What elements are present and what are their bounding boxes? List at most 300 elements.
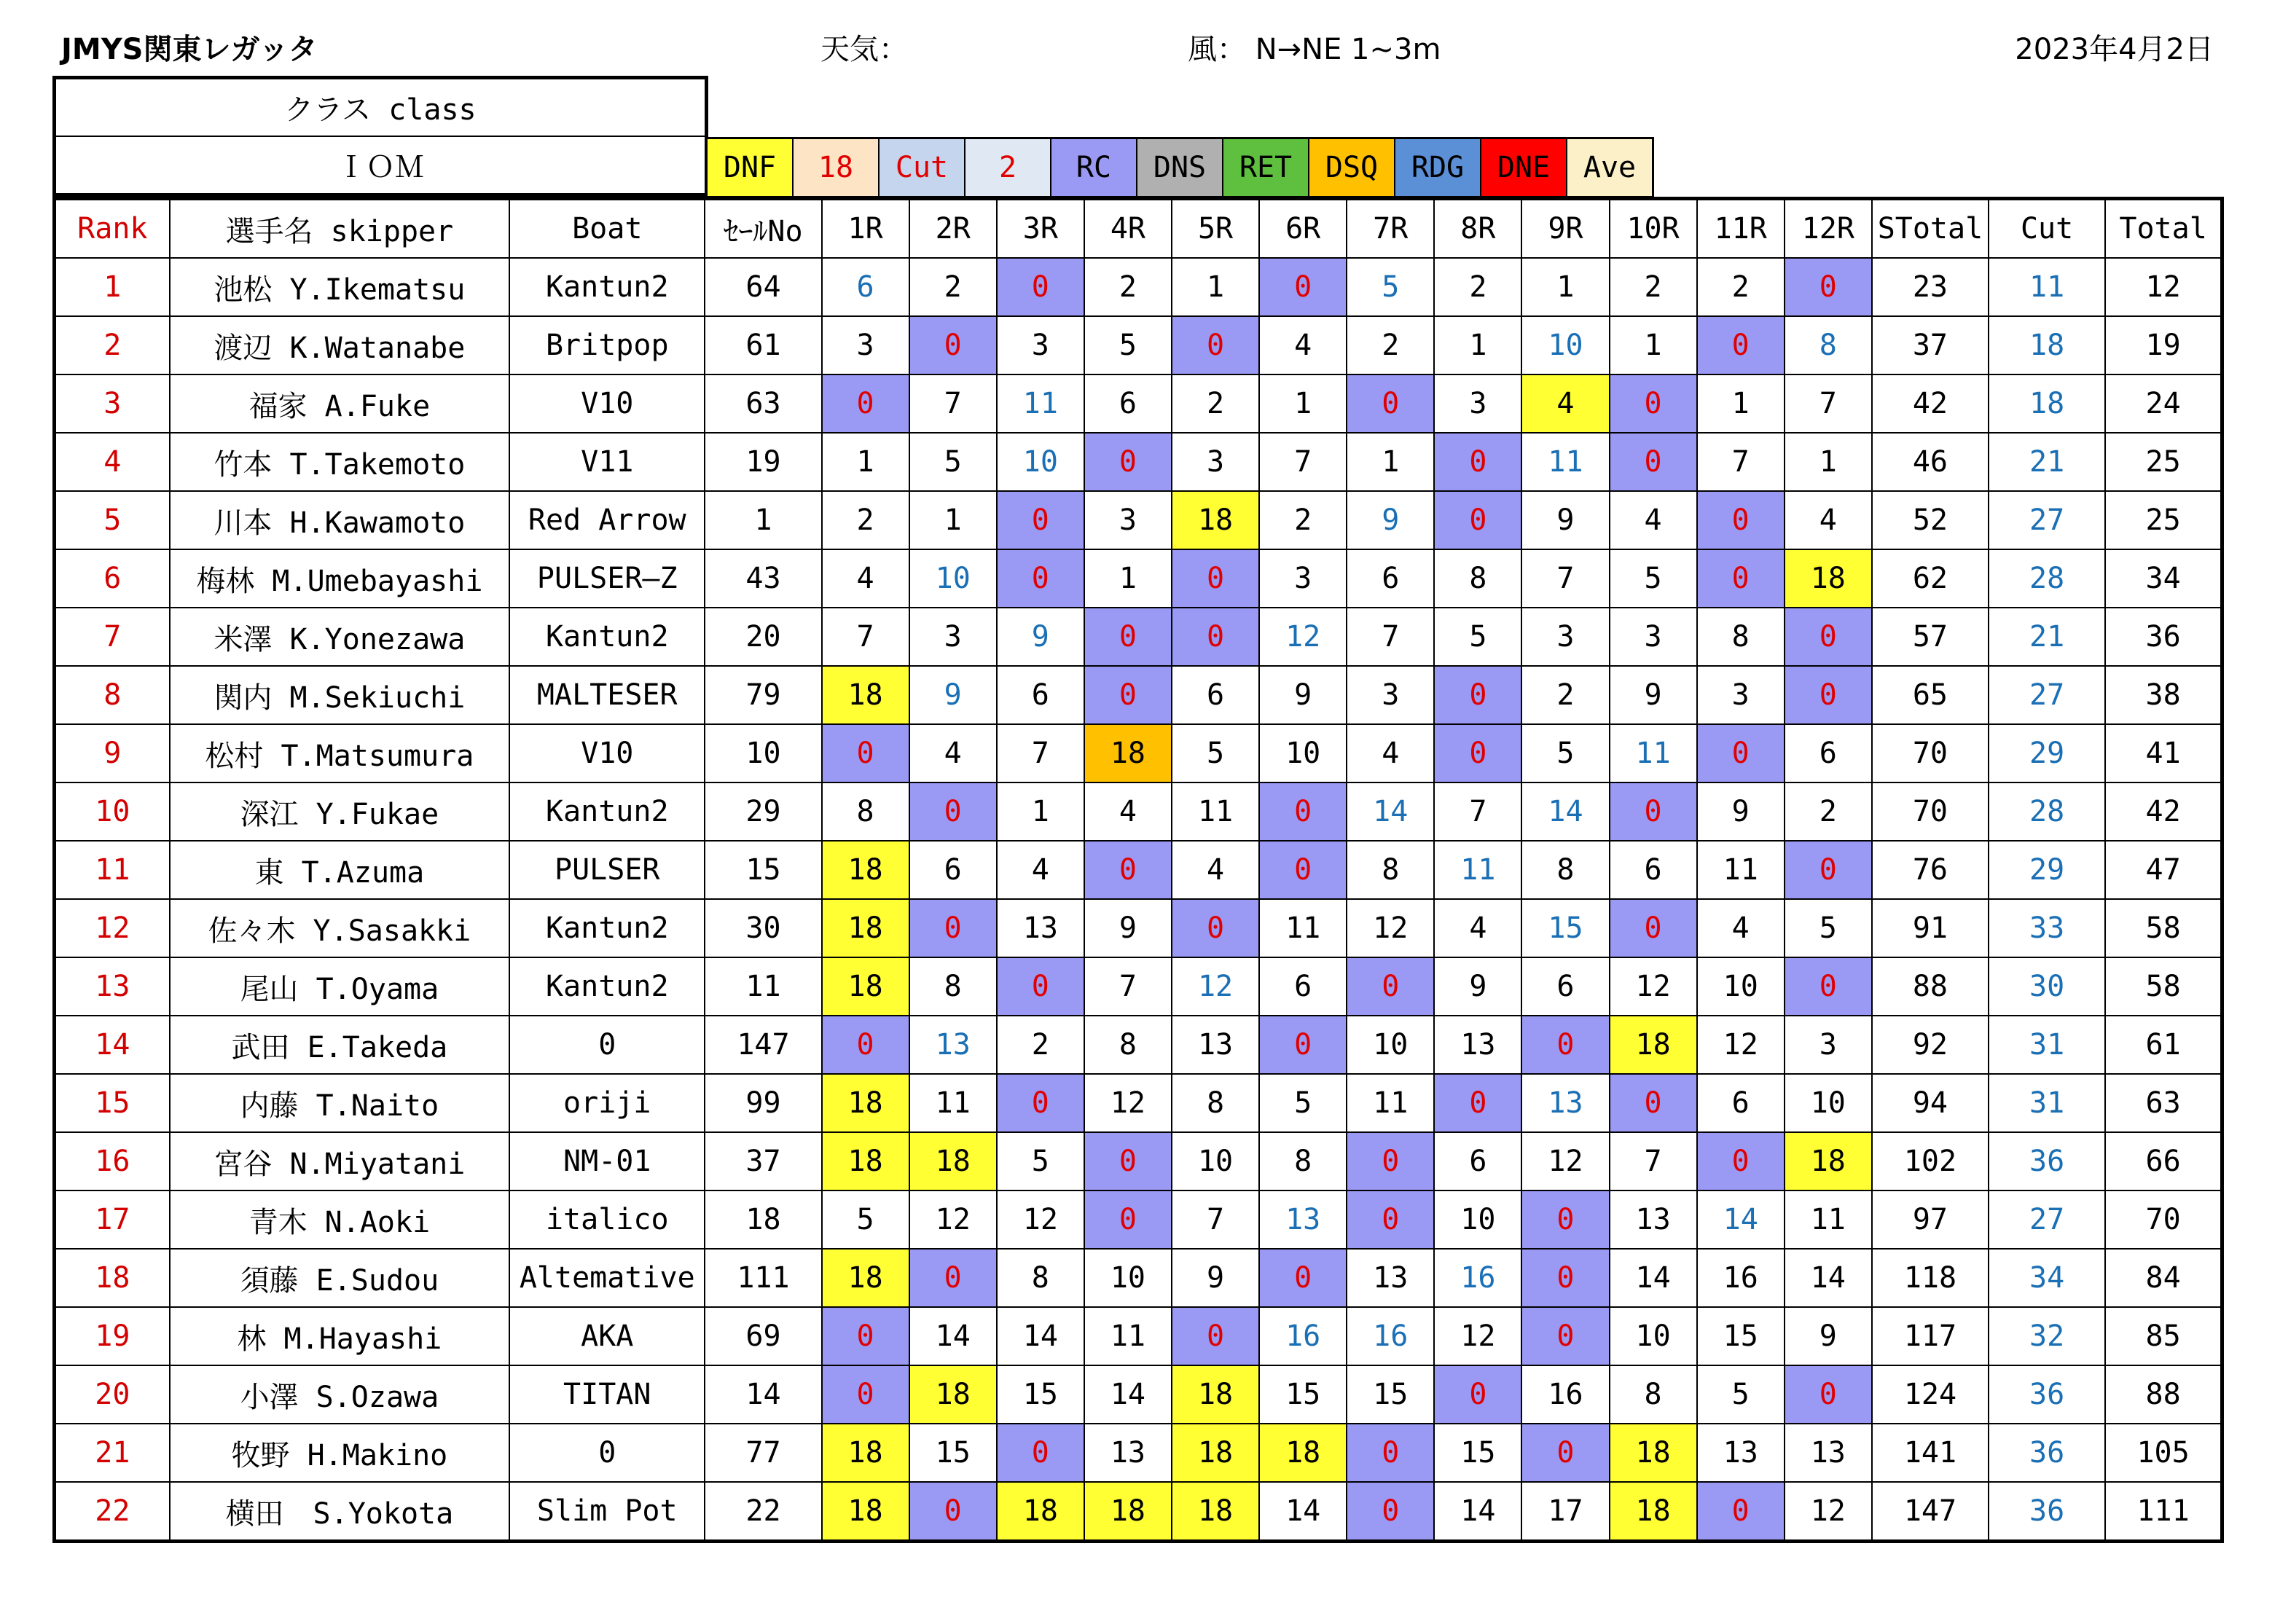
rank-cell: 8 [55,666,170,724]
table-row [55,841,2222,899]
race-score-cell: 1 [1610,316,1697,374]
race-score-cell: 18 [822,899,909,957]
race-score-cell: 5 [1610,549,1697,608]
race-score-cell: 7 [1697,433,1785,491]
skipper-cell: 武田 E.Takeda [170,1016,509,1074]
total-cell: 41 [2105,724,2222,782]
skipper-cell: 竹本 T.Takemoto [170,433,509,491]
column-header: 8R [1434,199,1521,259]
race-score-cell: 0 [1785,608,1872,666]
race-score-cell: 18 [1172,1365,1259,1424]
table-row [55,724,2222,782]
race-score-cell: 0 [1610,899,1697,957]
boat-cell: 0 [509,1424,705,1482]
table-row [55,491,2222,549]
table-row [55,1190,2222,1249]
race-score-cell: 8 [1084,1016,1172,1074]
race-score-cell: 12 [1259,608,1347,666]
race-score-cell: 2 [1521,666,1609,724]
cut-cell: 21 [1989,608,2105,666]
table-row [55,608,2222,666]
boat-cell: V10 [509,374,705,433]
race-score-cell: 5 [1521,724,1609,782]
race-score-cell: 14 [1697,1190,1785,1249]
race-score-cell: 13 [909,1016,997,1074]
rank-cell: 19 [55,1307,170,1365]
column-header: 2R [909,199,997,259]
race-score-cell: 0 [1610,1074,1697,1132]
sail-number-cell: 30 [705,899,821,957]
rank-cell: 5 [55,491,170,549]
column-header: 12R [1785,199,1872,259]
race-score-cell: 18 [822,1132,909,1190]
sail-number-cell: 15 [705,841,821,899]
rank-cell: 3 [55,374,170,433]
race-score-cell: 4 [1697,899,1785,957]
table-row [55,1132,2222,1190]
boat-cell: Kantun2 [509,608,705,666]
legend-item: Ave [1567,138,1653,197]
race-score-cell: 11 [1434,841,1521,899]
rank-cell: 17 [55,1190,170,1249]
legend-item: Cut [879,138,965,197]
race-score-cell: 16 [1347,1307,1434,1365]
event-date: 2023年4月2日 [2015,33,2214,66]
race-score-cell: 17 [1521,1482,1609,1542]
race-score-cell: 18 [822,957,909,1016]
column-header: 7R [1347,199,1434,259]
total-cell: 88 [2105,1365,2222,1424]
race-score-cell: 12 [1521,1132,1609,1190]
race-score-cell: 0 [1434,724,1521,782]
stotal-cell: 102 [1872,1132,1989,1190]
race-score-cell: 3 [1172,433,1259,491]
table-row [55,957,2222,1016]
sail-number-cell: 69 [705,1307,821,1365]
race-score-cell: 9 [1172,1249,1259,1307]
race-score-cell: 3 [1347,666,1434,724]
race-score-cell: 14 [1259,1482,1347,1542]
table-row [55,1307,2222,1365]
table-row [55,1074,2222,1132]
race-score-cell: 0 [1347,1132,1434,1190]
race-score-cell: 9 [1697,782,1785,841]
race-score-cell: 12 [1697,1016,1785,1074]
race-score-cell: 0 [1785,666,1872,724]
race-score-cell: 8 [1697,608,1785,666]
race-score-cell: 7 [1259,433,1347,491]
rank-cell: 18 [55,1249,170,1307]
stotal-cell: 117 [1872,1307,1989,1365]
race-score-cell: 4 [1521,374,1609,433]
race-score-cell: 0 [1259,258,1347,316]
rank-cell: 9 [55,724,170,782]
race-score-cell: 5 [1259,1074,1347,1132]
cut-cell: 18 [1989,316,2105,374]
race-score-cell: 0 [1697,491,1785,549]
stotal-cell: 23 [1872,258,1989,316]
total-cell: 25 [2105,433,2222,491]
total-cell: 24 [2105,374,2222,433]
skipper-cell: 松村 T.Matsumura [170,724,509,782]
stotal-cell: 70 [1872,724,1989,782]
race-score-cell: 0 [1172,549,1259,608]
skipper-cell: 東 T.Azuma [170,841,509,899]
rank-cell: 6 [55,549,170,608]
race-score-cell: 18 [1785,549,1872,608]
stotal-cell: 37 [1872,316,1989,374]
race-score-cell: 0 [1259,782,1347,841]
race-score-cell: 2 [1434,258,1521,316]
results-table [52,197,2224,1543]
race-score-cell: 12 [1172,957,1259,1016]
race-score-cell: 0 [1347,374,1434,433]
sail-number-cell: 14 [705,1365,821,1424]
race-score-cell: 13 [1347,1249,1434,1307]
race-score-cell: 14 [1521,782,1609,841]
sail-number-cell: 79 [705,666,821,724]
total-cell: 63 [2105,1074,2222,1132]
race-score-cell: 3 [1521,608,1609,666]
column-header: 6R [1259,199,1347,259]
race-score-cell: 15 [1434,1424,1521,1482]
race-score-cell: 9 [1434,957,1521,1016]
race-score-cell: 0 [1434,666,1521,724]
skipper-cell: 関内 M.Sekiuchi [170,666,509,724]
class-label: クラス class [55,78,707,137]
stotal-cell: 147 [1872,1482,1989,1542]
race-score-cell: 15 [1347,1365,1434,1424]
race-score-cell: 0 [1084,841,1172,899]
race-score-cell: 15 [997,1365,1084,1424]
race-score-cell: 12 [1434,1307,1521,1365]
race-score-cell: 6 [1697,1074,1785,1132]
race-score-cell: 18 [1172,1424,1259,1482]
race-score-cell: 3 [909,608,997,666]
stotal-cell: 76 [1872,841,1989,899]
cut-cell: 36 [1989,1365,2105,1424]
race-score-cell: 0 [1697,549,1785,608]
race-score-cell: 13 [1697,1424,1785,1482]
stotal-cell: 46 [1872,433,1989,491]
sail-number-cell: 18 [705,1190,821,1249]
race-score-cell: 9 [1521,491,1609,549]
race-score-cell: 0 [1434,1074,1521,1132]
total-cell: 105 [2105,1424,2222,1482]
race-score-cell: 0 [1084,433,1172,491]
race-score-cell: 4 [1610,491,1697,549]
race-score-cell: 12 [909,1190,997,1249]
race-score-cell: 10 [1521,316,1609,374]
rank-cell: 11 [55,841,170,899]
race-score-cell: 0 [1259,1249,1347,1307]
race-score-cell: 0 [997,1424,1084,1482]
race-score-cell: 10 [1610,1307,1697,1365]
race-score-cell: 0 [1084,666,1172,724]
table-row [55,1482,2222,1542]
rank-cell: 16 [55,1132,170,1190]
sail-number-cell: 10 [705,724,821,782]
race-score-cell: 6 [1084,374,1172,433]
sail-number-cell: 29 [705,782,821,841]
total-cell: 85 [2105,1307,2222,1365]
skipper-cell: 深江 Y.Fukae [170,782,509,841]
boat-cell: V11 [509,433,705,491]
cut-cell: 36 [1989,1132,2105,1190]
race-score-cell: 7 [1172,1190,1259,1249]
cut-cell: 29 [1989,841,2105,899]
race-score-cell: 15 [909,1424,997,1482]
race-score-cell: 0 [1434,1365,1521,1424]
cut-cell: 31 [1989,1074,2105,1132]
race-score-cell: 6 [909,841,997,899]
race-score-cell: 7 [1347,608,1434,666]
race-score-cell: 0 [822,374,909,433]
race-score-cell: 6 [1610,841,1697,899]
race-score-cell: 9 [1785,1307,1872,1365]
race-score-cell: 3 [822,316,909,374]
race-score-cell: 16 [1697,1249,1785,1307]
race-score-cell: 0 [1521,1424,1609,1482]
race-score-cell: 11 [1610,724,1697,782]
race-score-cell: 12 [1347,899,1434,957]
race-score-cell: 1 [822,433,909,491]
sail-number-cell: 20 [705,608,821,666]
boat-cell: V10 [509,724,705,782]
race-score-cell: 13 [1259,1190,1347,1249]
race-score-cell: 4 [1434,899,1521,957]
race-score-cell: 6 [822,258,909,316]
cut-cell: 27 [1989,1190,2105,1249]
race-score-cell: 9 [1347,491,1434,549]
race-score-cell: 4 [1172,841,1259,899]
race-score-cell: 2 [997,1016,1084,1074]
race-score-cell: 8 [822,782,909,841]
race-score-cell: 3 [1697,666,1785,724]
race-score-cell: 0 [1172,1307,1259,1365]
race-score-cell: 0 [909,1482,997,1542]
race-score-cell: 15 [1521,899,1609,957]
sail-number-cell: 77 [705,1424,821,1482]
race-score-cell: 18 [909,1132,997,1190]
race-score-cell: 3 [1434,374,1521,433]
table-row [55,374,2222,433]
race-score-cell: 5 [822,1190,909,1249]
race-score-cell: 13 [997,899,1084,957]
race-score-cell: 8 [997,1249,1084,1307]
race-score-cell: 18 [1172,491,1259,549]
column-header: STotal [1872,199,1989,259]
race-score-cell: 6 [1521,957,1609,1016]
boat-cell: Britpop [509,316,705,374]
sail-number-cell: 147 [705,1016,821,1074]
race-score-cell: 3 [1259,549,1347,608]
race-score-cell: 18 [1610,1482,1697,1542]
race-score-cell: 0 [1785,841,1872,899]
boat-cell: PULSER [509,841,705,899]
total-cell: 25 [2105,491,2222,549]
race-score-cell: 8 [1521,841,1609,899]
skipper-cell: 宮谷 N.Miyatani [170,1132,509,1190]
table-row [55,1249,2222,1307]
race-score-cell: 13 [1172,1016,1259,1074]
race-score-cell: 6 [1347,549,1434,608]
race-score-cell: 4 [822,549,909,608]
race-score-cell: 9 [997,608,1084,666]
race-score-cell: 13 [1434,1016,1521,1074]
race-score-cell: 11 [1172,782,1259,841]
column-header: 5R [1172,199,1259,259]
race-score-cell: 0 [909,1249,997,1307]
race-score-cell: 0 [1521,1307,1609,1365]
skipper-cell: 梅林 M.Umebayashi [170,549,509,608]
skipper-cell: 尾山 T.Oyama [170,957,509,1016]
race-score-cell: 8 [1434,549,1521,608]
column-header: 3R [997,199,1084,259]
table-row [55,549,2222,608]
race-score-cell: 2 [1697,258,1785,316]
race-score-cell: 15 [1259,1365,1347,1424]
legend [705,137,1654,198]
race-score-cell: 18 [822,666,909,724]
sail-number-cell: 37 [705,1132,821,1190]
race-score-cell: 10 [1259,724,1347,782]
boat-cell: Kantun2 [509,782,705,841]
race-score-cell: 12 [1084,1074,1172,1132]
race-score-cell: 2 [1172,374,1259,433]
race-score-cell: 18 [909,1365,997,1424]
boat-cell: Red Arrow [509,491,705,549]
table-row [55,666,2222,724]
race-score-cell: 5 [1172,724,1259,782]
race-score-cell: 10 [1084,1249,1172,1307]
legend-item: 18 [793,138,879,197]
race-score-cell: 3 [1084,491,1172,549]
race-score-cell: 3 [1785,1016,1872,1074]
race-score-cell: 14 [1347,782,1434,841]
cut-cell: 36 [1989,1424,2105,1482]
cut-cell: 36 [1989,1482,2105,1542]
rank-cell: 15 [55,1074,170,1132]
race-score-cell: 10 [909,549,997,608]
skipper-cell: 内藤 T.Naito [170,1074,509,1132]
race-score-cell: 1 [1697,374,1785,433]
stotal-cell: 124 [1872,1365,1989,1424]
race-score-cell: 10 [997,433,1084,491]
race-score-cell: 0 [1697,1132,1785,1190]
race-score-cell: 12 [1785,1482,1872,1542]
stotal-cell: 92 [1872,1016,1989,1074]
stotal-cell: 88 [1872,957,1989,1016]
legend-item: DNE [1481,138,1567,197]
race-score-cell: 0 [1172,899,1259,957]
race-score-cell: 18 [822,841,909,899]
race-score-cell: 8 [1347,841,1434,899]
race-score-cell: 9 [1084,899,1172,957]
skipper-cell: 林 M.Hayashi [170,1307,509,1365]
rank-cell: 10 [55,782,170,841]
race-score-cell: 1 [1785,433,1872,491]
total-cell: 19 [2105,316,2222,374]
boat-cell: 0 [509,1016,705,1074]
race-score-cell: 7 [822,608,909,666]
legend-item: DNS [1137,138,1223,197]
regatta-title: JMYS関東レガッタ [61,33,318,66]
total-cell: 42 [2105,782,2222,841]
boat-cell: PULSER―Z [509,549,705,608]
race-score-cell: 14 [1785,1249,1872,1307]
cut-cell: 28 [1989,549,2105,608]
race-score-cell: 8 [1610,1365,1697,1424]
race-score-cell: 7 [1610,1132,1697,1190]
race-score-cell: 5 [1084,316,1172,374]
sail-number-cell: 64 [705,258,821,316]
race-score-cell: 5 [1347,258,1434,316]
total-cell: 47 [2105,841,2222,899]
rank-cell: 12 [55,899,170,957]
race-score-cell: 0 [1697,316,1785,374]
race-score-cell: 1 [1347,433,1434,491]
race-score-cell: 18 [1259,1424,1347,1482]
stotal-cell: 94 [1872,1074,1989,1132]
total-cell: 36 [2105,608,2222,666]
race-score-cell: 18 [1610,1016,1697,1074]
race-score-cell: 4 [1084,782,1172,841]
table-row [55,1365,2222,1424]
race-score-cell: 1 [997,782,1084,841]
sail-number-cell: 43 [705,549,821,608]
race-score-cell: 10 [1697,957,1785,1016]
class-box [52,76,708,197]
race-score-cell: 5 [997,1132,1084,1190]
race-score-cell: 6 [1172,666,1259,724]
skipper-cell: 須藤 E.Sudou [170,1249,509,1307]
legend-item: RC [1051,138,1137,197]
race-score-cell: 4 [1785,491,1872,549]
column-header: 10R [1610,199,1697,259]
cut-cell: 31 [1989,1016,2105,1074]
column-header: 9R [1521,199,1609,259]
column-header: Rank [55,199,170,259]
race-score-cell: 16 [1259,1307,1347,1365]
race-score-cell: 5 [909,433,997,491]
sail-number-cell: 111 [705,1249,821,1307]
race-score-cell: 0 [1785,258,1872,316]
race-score-cell: 2 [1785,782,1872,841]
total-cell: 38 [2105,666,2222,724]
column-header: Boat [509,199,705,259]
cut-cell: 11 [1989,258,2105,316]
race-score-cell: 18 [1084,1482,1172,1542]
race-score-cell: 3 [997,316,1084,374]
race-score-cell: 0 [1172,316,1259,374]
rank-cell: 20 [55,1365,170,1424]
race-score-cell: 3 [1610,608,1697,666]
race-score-cell: 0 [1610,433,1697,491]
race-score-cell: 5 [1785,899,1872,957]
race-score-cell: 2 [822,491,909,549]
race-score-cell: 0 [1697,1482,1785,1542]
race-score-cell: 13 [1610,1190,1697,1249]
race-score-cell: 2 [1259,491,1347,549]
table-row [55,258,2222,316]
rank-cell: 2 [55,316,170,374]
race-score-cell: 14 [909,1307,997,1365]
race-score-cell: 18 [1610,1424,1697,1482]
race-score-cell: 4 [1259,316,1347,374]
race-score-cell: 7 [1521,549,1609,608]
race-score-cell: 11 [1259,899,1347,957]
